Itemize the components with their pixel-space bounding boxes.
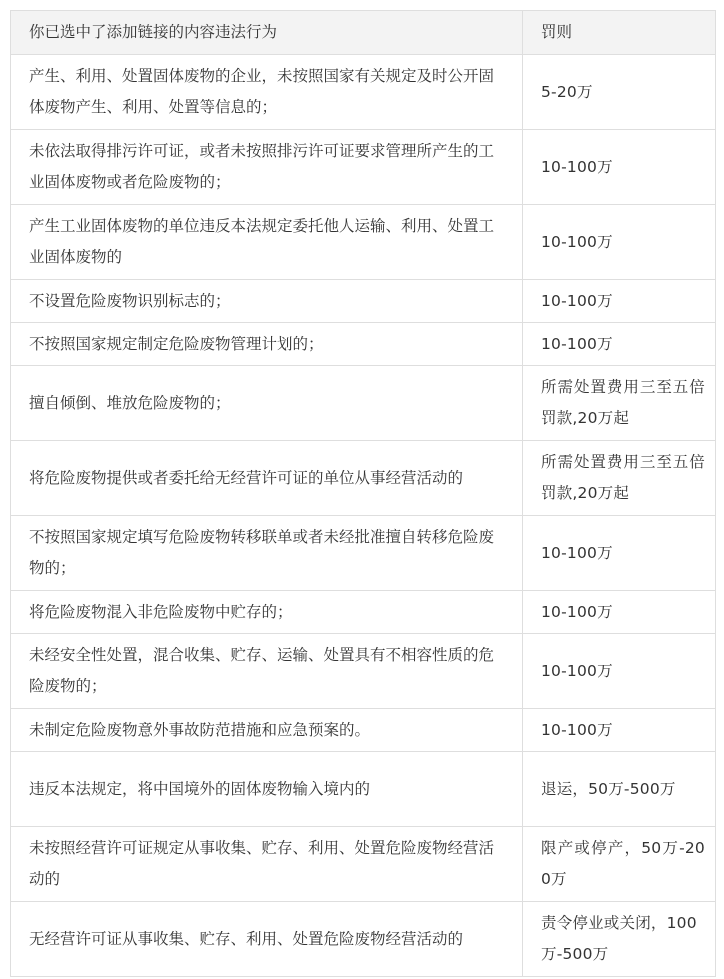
behavior-cell: 未经安全性处置，混合收集、贮存、运输、处置具有不相容性质的危险废物的； bbox=[11, 634, 523, 709]
table-row bbox=[11, 366, 716, 441]
table-row bbox=[11, 205, 716, 280]
penalty-cell: 10-100万 bbox=[523, 323, 716, 366]
header-behavior: 你已选中了添加链接的内容违法行为 bbox=[11, 11, 523, 55]
penalty-cell: 10-100万 bbox=[523, 205, 716, 280]
behavior-cell: 将危险废物提供或者委托给无经营许可证的单位从事经营活动的 bbox=[11, 441, 523, 516]
penalty-cell: 10-100万 bbox=[523, 634, 716, 709]
table-row bbox=[11, 591, 716, 634]
penalty-cell: 退运，50万-500万 bbox=[523, 752, 716, 827]
penalty-cell: 10-100万 bbox=[523, 280, 716, 323]
penalty-table-container bbox=[10, 10, 715, 977]
penalty-cell: 10-100万 bbox=[523, 516, 716, 591]
behavior-cell: 不设置危险废物识别标志的； bbox=[11, 280, 523, 323]
table-row bbox=[11, 827, 716, 902]
penalty-cell: 限产或停产，50万-200万 bbox=[523, 827, 716, 902]
behavior-cell: 不按照国家规定填写危险废物转移联单或者未经批准擅自转移危险废物的； bbox=[11, 516, 523, 591]
behavior-cell: 未按照经营许可证规定从事收集、贮存、利用、处置危险废物经营活动的 bbox=[11, 827, 523, 902]
table-row bbox=[11, 280, 716, 323]
table-row bbox=[11, 323, 716, 366]
table-row bbox=[11, 634, 716, 709]
behavior-cell: 将危险废物混入非危险废物中贮存的； bbox=[11, 591, 523, 634]
behavior-cell: 未制定危险废物意外事故防范措施和应急预案的。 bbox=[11, 709, 523, 752]
behavior-cell: 无经营许可证从事收集、贮存、利用、处置危险废物经营活动的 bbox=[11, 902, 523, 977]
header-penalty: 罚则 bbox=[523, 11, 716, 55]
penalty-table bbox=[10, 10, 716, 977]
behavior-cell: 未依法取得排污许可证，或者未按照排污许可证要求管理所产生的工业固体废物或者危险废物的； bbox=[11, 130, 523, 205]
penalty-cell: 责令停业或关闭，100万-500万 bbox=[523, 902, 716, 977]
penalty-cell: 10-100万 bbox=[523, 130, 716, 205]
table-header-row bbox=[11, 11, 716, 55]
table-row bbox=[11, 516, 716, 591]
behavior-cell: 不按照国家规定制定危险废物管理计划的； bbox=[11, 323, 523, 366]
behavior-cell: 违反本法规定，将中国境外的固体废物输入境内的 bbox=[11, 752, 523, 827]
table-row bbox=[11, 55, 716, 130]
table-row bbox=[11, 709, 716, 752]
penalty-cell: 所需处置费用三至五倍罚款,20万起 bbox=[523, 366, 716, 441]
table-row bbox=[11, 441, 716, 516]
behavior-cell: 产生工业固体废物的单位违反本法规定委托他人运输、利用、处置工业固体废物的 bbox=[11, 205, 523, 280]
penalty-cell: 5-20万 bbox=[523, 55, 716, 130]
behavior-cell: 产生、利用、处置固体废物的企业，未按照国家有关规定及时公开固体废物产生、利用、处置等信息的； bbox=[11, 55, 523, 130]
table-row bbox=[11, 752, 716, 827]
penalty-cell: 所需处置费用三至五倍罚款,20万起 bbox=[523, 441, 716, 516]
penalty-cell: 10-100万 bbox=[523, 709, 716, 752]
table-row bbox=[11, 902, 716, 977]
behavior-cell: 擅自倾倒、堆放危险废物的； bbox=[11, 366, 523, 441]
penalty-cell: 10-100万 bbox=[523, 591, 716, 634]
table-row bbox=[11, 130, 716, 205]
